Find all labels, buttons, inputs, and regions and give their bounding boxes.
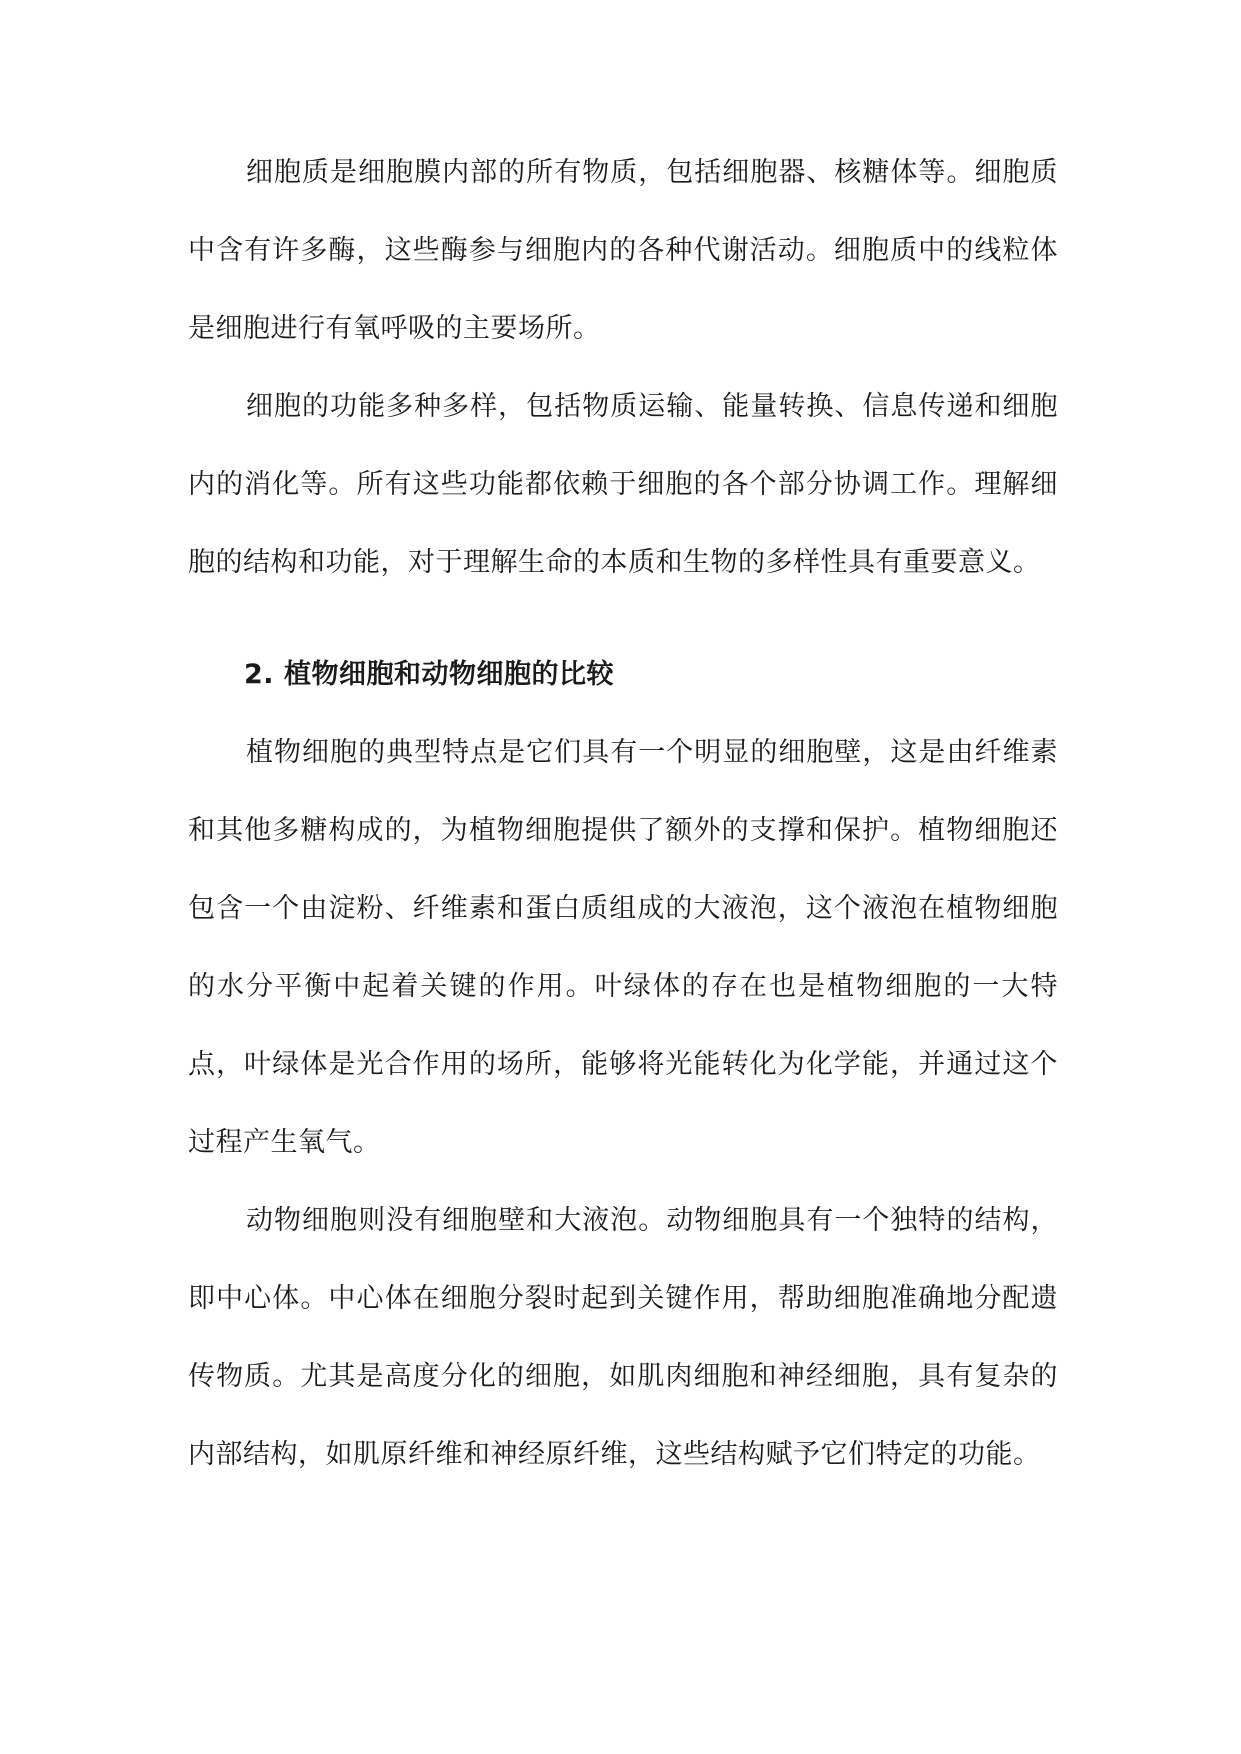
- paragraph-plant-cells: 植物细胞的典型特点是它们具有一个明显的细胞壁，这是由纤维素和其他多糖构成的，为植物细胞提供了额外的支撑和保护。植物细胞还包含一个由淀粉、纤维素和蛋白质组成的大液泡，这个液泡在植物细胞的水分平衡中起着关键的作用。叶绿体的存在也是植物细胞的一大特点，叶绿体是光合作用的场所，能够将光能转化为化学能，并通过这个过程产生氧气。: [188, 737, 1058, 1158]
- paragraph-cell-functions: 细胞的功能多种多样，包括物质运输、能量转换、信息传递和细胞内的消化等。所有这些功能都依赖于细胞的各个部分协调工作。理解细胞的结构和功能，对于理解生命的本质和生物的多样性具有重要意义。: [188, 391, 1058, 578]
- section-heading: 2. 植物细胞和动物细胞的比较: [244, 659, 614, 690]
- document-page: [188, 134, 1058, 1494]
- paragraph-cytoplasm: 细胞质是细胞膜内部的所有物质，包括细胞器、核糖体等。细胞质中含有许多酶，这些酶参与细胞内的各种代谢活动。细胞质中的线粒体是细胞进行有氧呼吸的主要场所。: [188, 157, 1058, 344]
- paragraph-animal-cells: 动物细胞则没有细胞壁和大液泡。动物细胞具有一个独特的结构，即中心体。中心体在细胞分裂时起到关键作用，帮助细胞准确地分配遗传物质。尤其是高度分化的细胞，如肌肉细胞和神经细胞，具有复杂的内部结构，如肌原纤维和神经原纤维，这些结构赋予它们特定的功能。: [188, 1205, 1058, 1470]
